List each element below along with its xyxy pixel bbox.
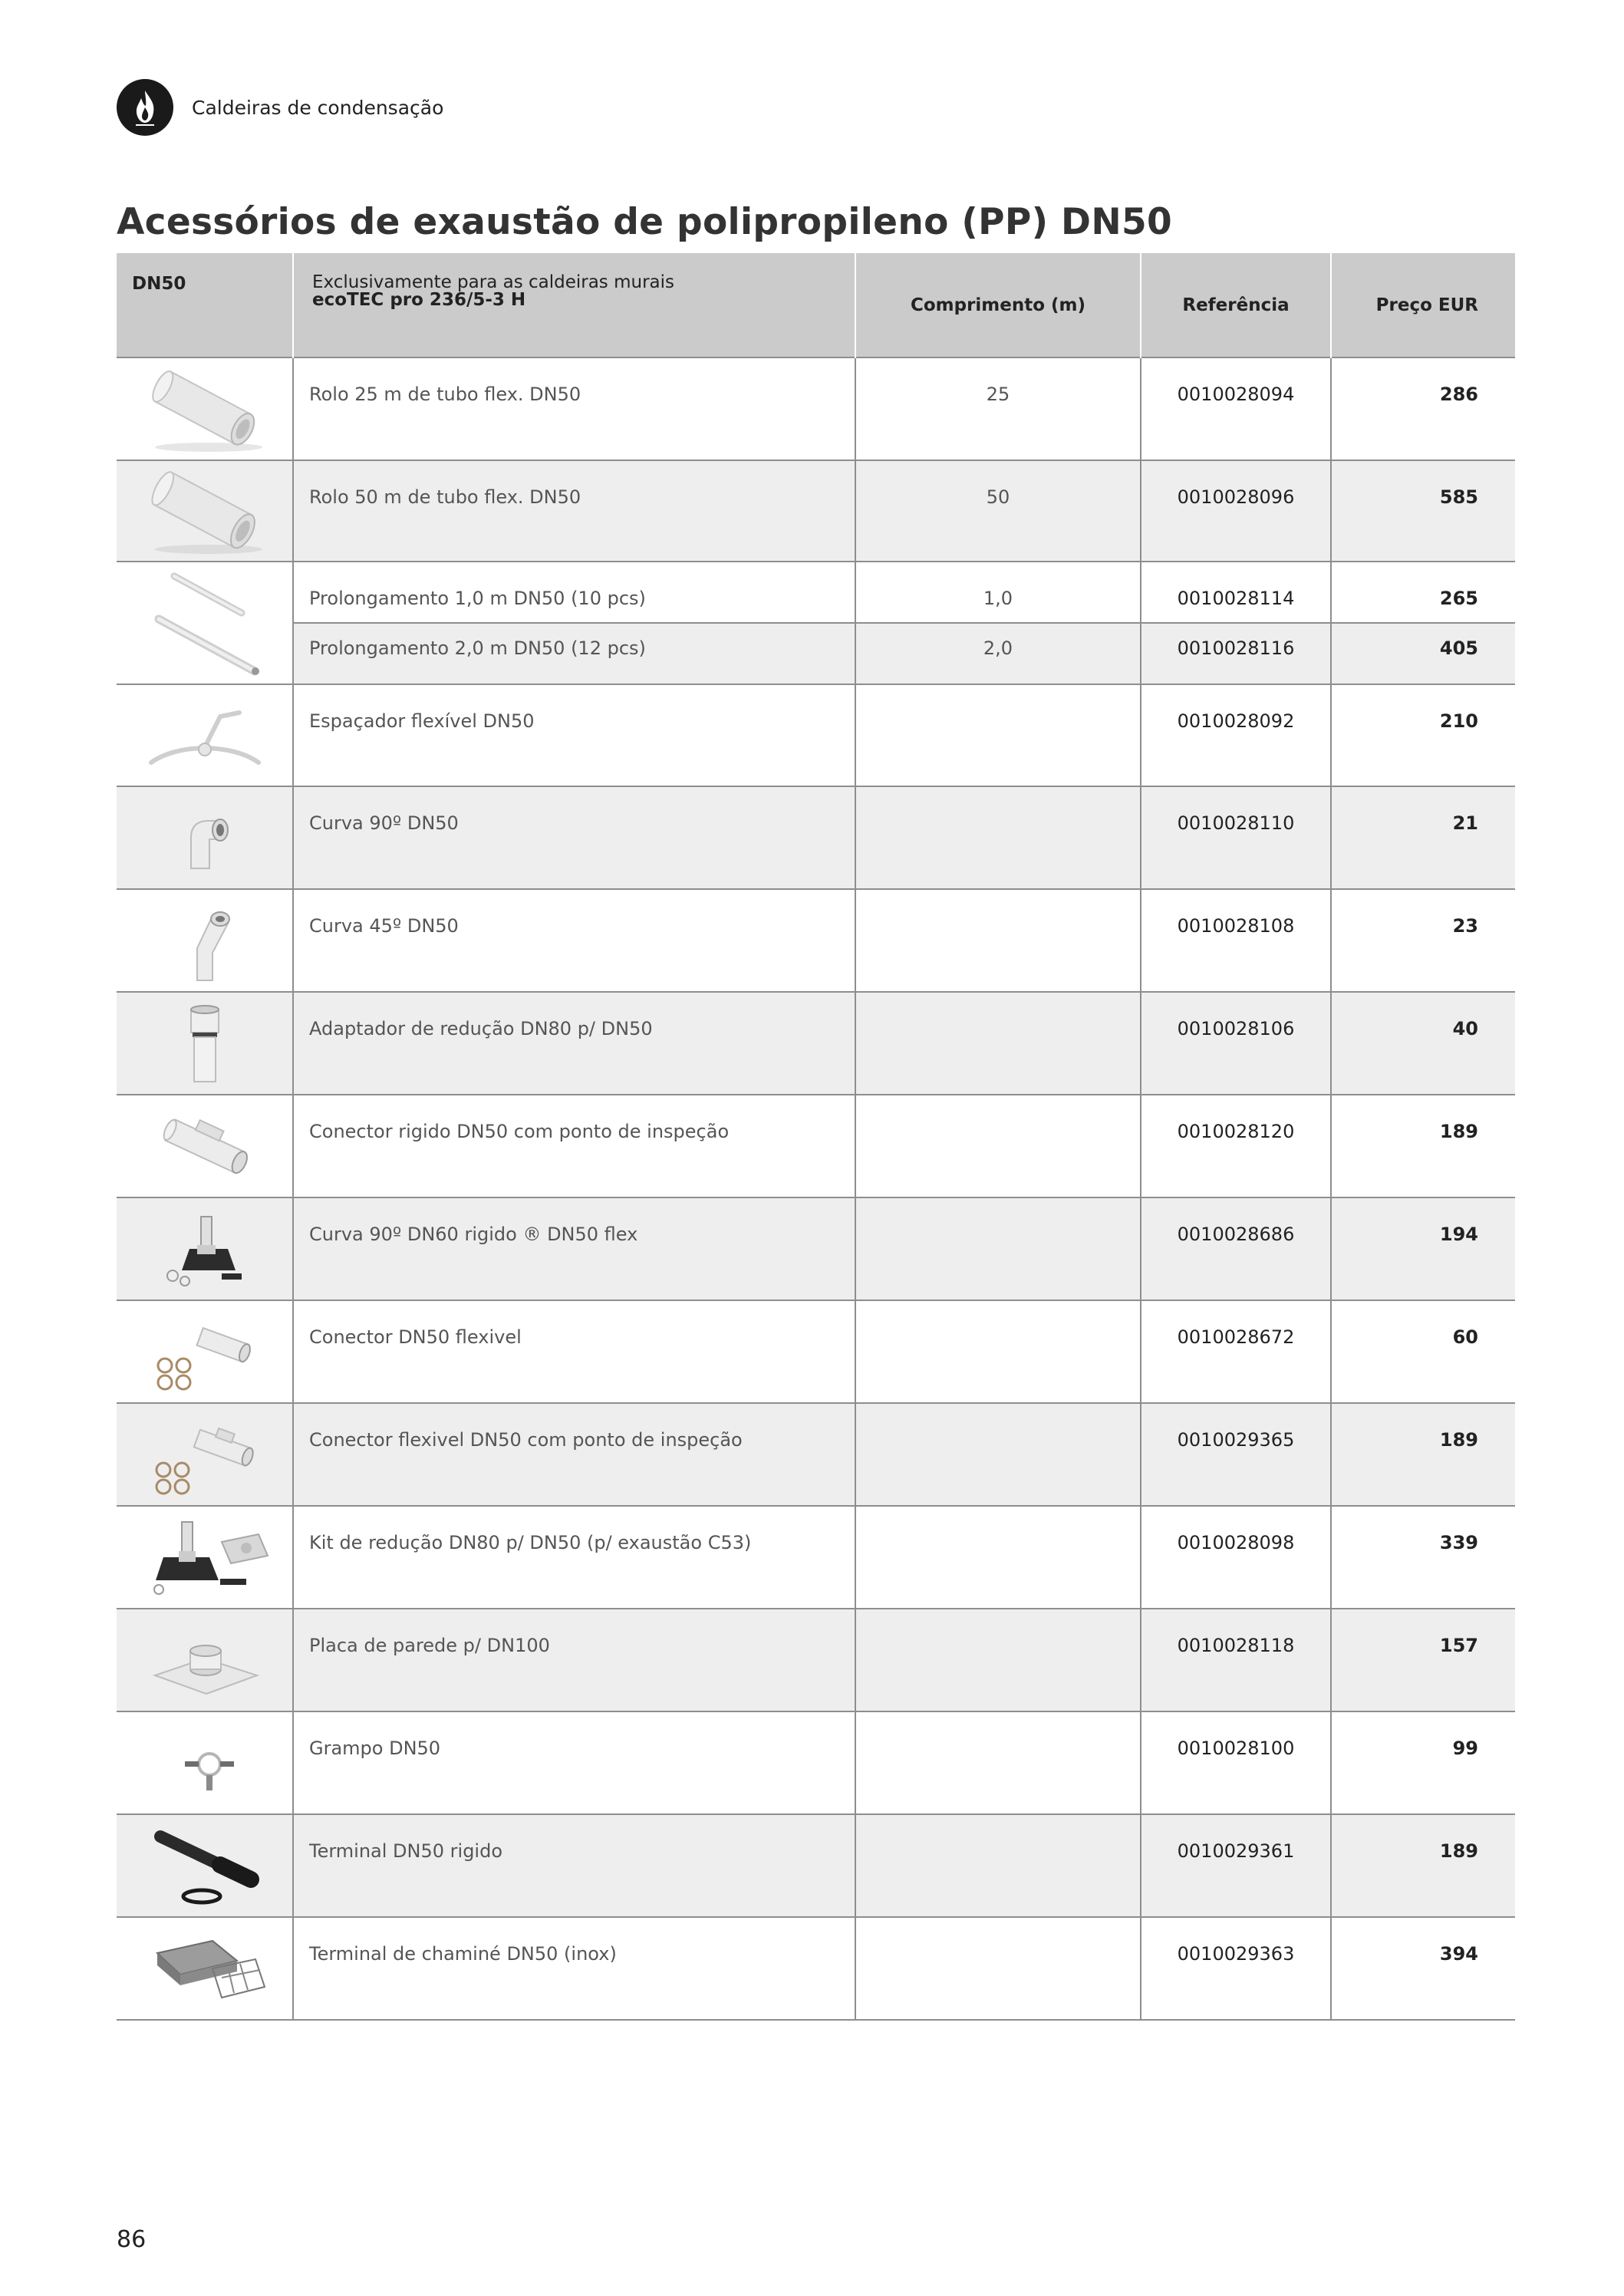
row-length: 1,0 [855, 562, 1141, 623]
row-reference: 0010028672 [1141, 1300, 1331, 1403]
row-length [855, 1711, 1141, 1814]
wall-plate-icon [117, 1609, 293, 1711]
row-length [855, 1403, 1141, 1506]
table-row [117, 1506, 1515, 1609]
row-length [855, 684, 1141, 786]
row-price: 286 [1331, 357, 1515, 460]
row-description: Rolo 50 m de tubo flex. DN50 [293, 460, 855, 562]
elbow-kit-icon [117, 1197, 293, 1300]
extension-pipe-icon [117, 562, 293, 684]
row-length [855, 1609, 1141, 1711]
row-description: Conector DN50 flexivel [293, 1300, 855, 1403]
row-description: Curva 90º DN60 rigido ® DN50 flex [293, 1197, 855, 1300]
table-row [117, 1814, 1515, 1917]
row-length [855, 992, 1141, 1095]
elbow-45-icon [117, 889, 293, 992]
row-reference: 0010028100 [1141, 1711, 1331, 1814]
rigid-terminal-icon [117, 1814, 293, 1917]
header-referencia: Referência [1141, 253, 1331, 357]
flame-icon [117, 79, 173, 136]
row-description: Curva 90º DN50 [293, 786, 855, 889]
row-price: 189 [1331, 1814, 1515, 1917]
flex-tube-roll-icon [117, 357, 293, 460]
row-reference: 0010028120 [1141, 1095, 1331, 1197]
elbow-90-icon [117, 786, 293, 889]
page-number: 86 [117, 2226, 147, 2253]
row-price: 99 [1331, 1711, 1515, 1814]
table-header-row [117, 253, 1515, 357]
row-length [855, 1095, 1141, 1197]
row-reference: 0010028094 [1141, 357, 1331, 460]
row-reference: 0010028092 [1141, 684, 1331, 786]
row-description: Conector rigido DN50 com ponto de inspeção [293, 1095, 855, 1197]
table-row [117, 684, 1515, 786]
table-row [117, 1609, 1515, 1711]
row-length [855, 1917, 1141, 2020]
row-reference: 0010028118 [1141, 1609, 1331, 1711]
row-price: 23 [1331, 889, 1515, 992]
row-length [855, 1506, 1141, 1609]
row-price: 60 [1331, 1300, 1515, 1403]
row-description: Placa de parede p/ DN100 [293, 1609, 855, 1711]
row-reference: 0010029365 [1141, 1403, 1331, 1506]
row-price: 40 [1331, 992, 1515, 1095]
row-reference: 0010028114 [1141, 562, 1331, 623]
row-description: Prolongamento 2,0 m DN50 (12 pcs) [293, 623, 855, 684]
row-length [855, 889, 1141, 992]
row-reference: 0010028096 [1141, 460, 1331, 562]
row-length [855, 786, 1141, 889]
page-header [117, 77, 443, 138]
table-row [117, 992, 1515, 1095]
spacer-icon [117, 684, 293, 786]
header-text: Caldeiras de condensação [192, 96, 444, 119]
row-description: Adaptador de redução DN80 p/ DN50 [293, 992, 855, 1095]
row-reference: 0010029361 [1141, 1814, 1331, 1917]
table-row [117, 1403, 1515, 1506]
table-row [117, 1095, 1515, 1197]
flex-connector-icon [117, 1300, 293, 1403]
row-description: Espaçador flexível DN50 [293, 684, 855, 786]
header-exclusive [293, 253, 855, 357]
table-row [117, 889, 1515, 992]
price-table [117, 253, 1515, 2021]
reducer-adapter-icon [117, 992, 293, 1095]
table-row [117, 460, 1515, 562]
page-title: Acessórios de exaustão de polipropileno (PP) DN50 [117, 201, 1173, 243]
row-price: 405 [1331, 623, 1515, 684]
row-price: 21 [1331, 786, 1515, 889]
header-preco: Preço EUR [1331, 253, 1515, 357]
row-length: 25 [855, 357, 1141, 460]
row-price: 339 [1331, 1506, 1515, 1609]
row-reference: 0010028110 [1141, 786, 1331, 889]
row-reference: 0010029363 [1141, 1917, 1331, 2020]
table-row [117, 1197, 1515, 1300]
table-row [117, 1300, 1515, 1403]
header-exclusive-line1: Exclusivamente para as caldeiras murais [312, 272, 675, 292]
chimney-terminal-icon [117, 1917, 293, 2020]
header-dn: DN50 [117, 253, 293, 357]
row-description: Terminal de chaminé DN50 (inox) [293, 1917, 855, 2020]
row-reference: 0010028108 [1141, 889, 1331, 992]
table-row [117, 562, 1515, 623]
row-price: 157 [1331, 1609, 1515, 1711]
row-description: Prolongamento 1,0 m DN50 (10 pcs) [293, 562, 855, 623]
row-length [855, 1300, 1141, 1403]
row-description: Conector flexivel DN50 com ponto de inspeção [293, 1403, 855, 1506]
row-description: Rolo 25 m de tubo flex. DN50 [293, 357, 855, 460]
row-description: Curva 45º DN50 [293, 889, 855, 992]
row-description: Grampo DN50 [293, 1711, 855, 1814]
row-description: Terminal DN50 rigido [293, 1814, 855, 1917]
table-row [117, 623, 1515, 684]
row-length [855, 1197, 1141, 1300]
header-exclusive-line2: ecoTEC pro 236/5-3 H [312, 290, 526, 310]
row-reference: 0010028106 [1141, 992, 1331, 1095]
row-price: 194 [1331, 1197, 1515, 1300]
header-comprimento: Comprimento (m) [855, 253, 1141, 357]
table-row [117, 1711, 1515, 1814]
row-price: 265 [1331, 562, 1515, 623]
table-row [117, 786, 1515, 889]
row-price: 189 [1331, 1095, 1515, 1197]
inspection-connector-icon [117, 1095, 293, 1197]
row-length: 2,0 [855, 623, 1141, 684]
flex-connector-inspection-icon [117, 1403, 293, 1506]
reduction-kit-icon [117, 1506, 293, 1609]
table-row [117, 1917, 1515, 2020]
table-row [117, 357, 1515, 460]
row-reference: 0010028686 [1141, 1197, 1331, 1300]
row-price: 585 [1331, 460, 1515, 562]
row-reference: 0010028116 [1141, 623, 1331, 684]
row-price: 189 [1331, 1403, 1515, 1506]
row-price: 210 [1331, 684, 1515, 786]
flex-tube-roll-icon [117, 460, 293, 562]
row-reference: 0010028098 [1141, 1506, 1331, 1609]
row-description: Kit de redução DN80 p/ DN50 (p/ exaustão C53) [293, 1506, 855, 1609]
row-price: 394 [1331, 1917, 1515, 2020]
row-length [855, 1814, 1141, 1917]
row-length: 50 [855, 460, 1141, 562]
clamp-icon [117, 1711, 293, 1814]
